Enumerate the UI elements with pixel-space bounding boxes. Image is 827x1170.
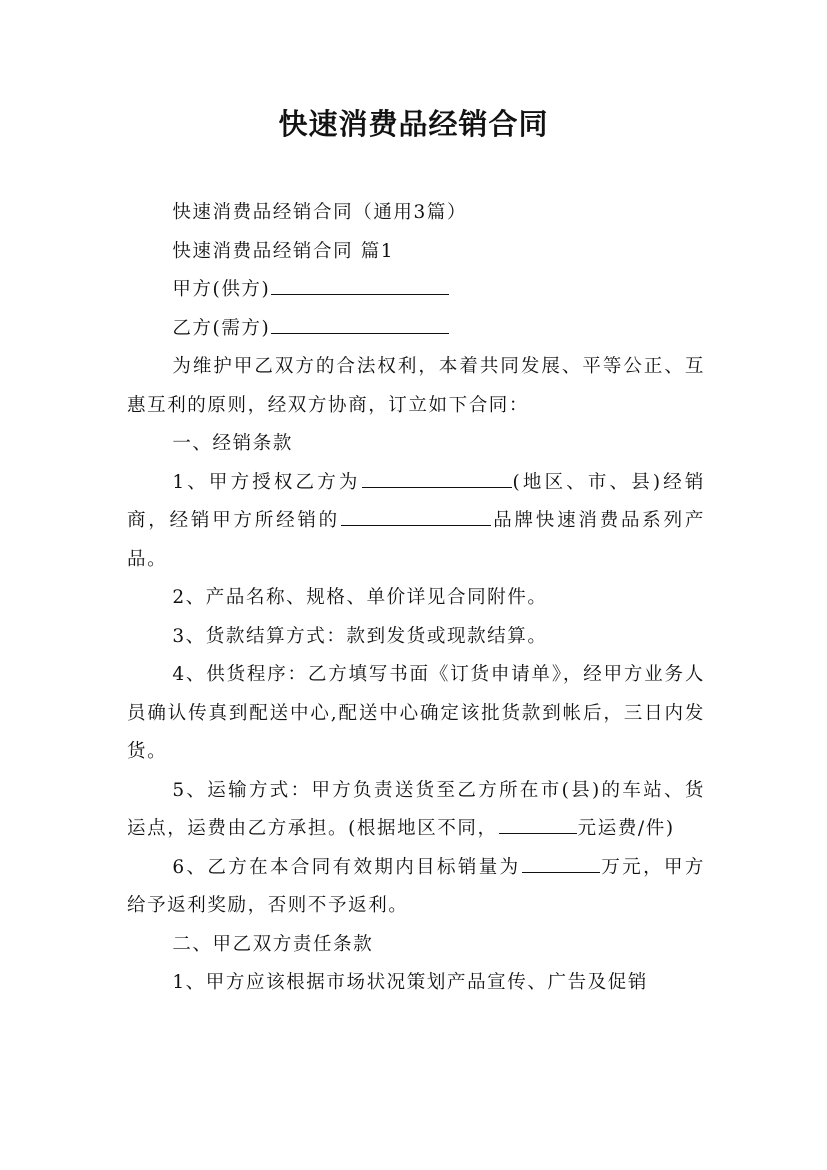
paragraph-clause-heading-2: 二、甲乙双方责任条款 (172, 933, 374, 955)
paragraph-clause-heading-1: 一、经销条款 (172, 433, 293, 454)
clause-1-6-part-b: 万元，甲方给予返利奖励，否则不予返利。 (127, 856, 705, 916)
party-a-blank (271, 272, 449, 295)
clause-1-1-part-a: 1、甲方授权乙方为 (172, 471, 361, 493)
paragraph-clause-1-3: 3、货款结算方式：款到发货或现款结算。 (172, 625, 548, 647)
document-title: 快速消费品经销合同 (278, 107, 549, 141)
paragraph-clause-1-1 (127, 464, 705, 580)
clause-1-1-part-c: 品牌快速消费品系列产品。 (127, 510, 705, 570)
clause-1-1-part-b: (地区、市、县)经销商，经销甲方所经销的 (127, 471, 706, 531)
paragraph-preamble: 为维护甲乙双方的合法权利，本着共同发展、平等公正、互惠互利的原则，经双方协商，订立如下合同： (127, 356, 705, 416)
paragraph-subtitle: 快速消费品经销合同（通用3篇） (172, 202, 468, 223)
region-blank (362, 465, 512, 488)
paragraph-clause-1-2: 2、产品名称、规格、单价详见合同附件。 (172, 587, 548, 608)
party-a-label: 甲方(供方) (172, 279, 271, 300)
paragraph-clause-1-4: 4、供货程序：乙方填写书面《订货申请单》，经甲方业务人员确认传真到配送中心,配送中心确定该批货款到帐后，三日内发货。 (127, 664, 705, 762)
party-b-label: 乙方(需方) (172, 317, 271, 339)
paragraph-section-heading: 快速消费品经销合同 篇1 (172, 240, 395, 262)
freight-blank (499, 811, 577, 834)
paragraph-party-a (127, 271, 705, 310)
paragraph-party-b (127, 310, 705, 349)
clause-1-5-part-a: 5、运输方式：甲方负责送货至乙方所在市(县)的车站、货运点，运费由乙方承担。(根据地区不同， (127, 779, 705, 839)
paragraph-clause-1-5 (127, 772, 705, 849)
clause-1-5-part-b: 元运费/件) (577, 818, 675, 839)
party-b-blank (271, 311, 449, 334)
clause-1-6-part-a: 6、乙方在本合同有效期内目标销量为 (172, 856, 521, 878)
sales-target-blank (522, 850, 600, 873)
paragraph-clause-1-6 (127, 849, 705, 926)
paragraph-clause-2-1: 1、甲方应该根据市场状况策划产品宣传、广告及促销 (172, 972, 648, 993)
brand-blank (341, 503, 491, 526)
document-body (127, 194, 705, 1003)
